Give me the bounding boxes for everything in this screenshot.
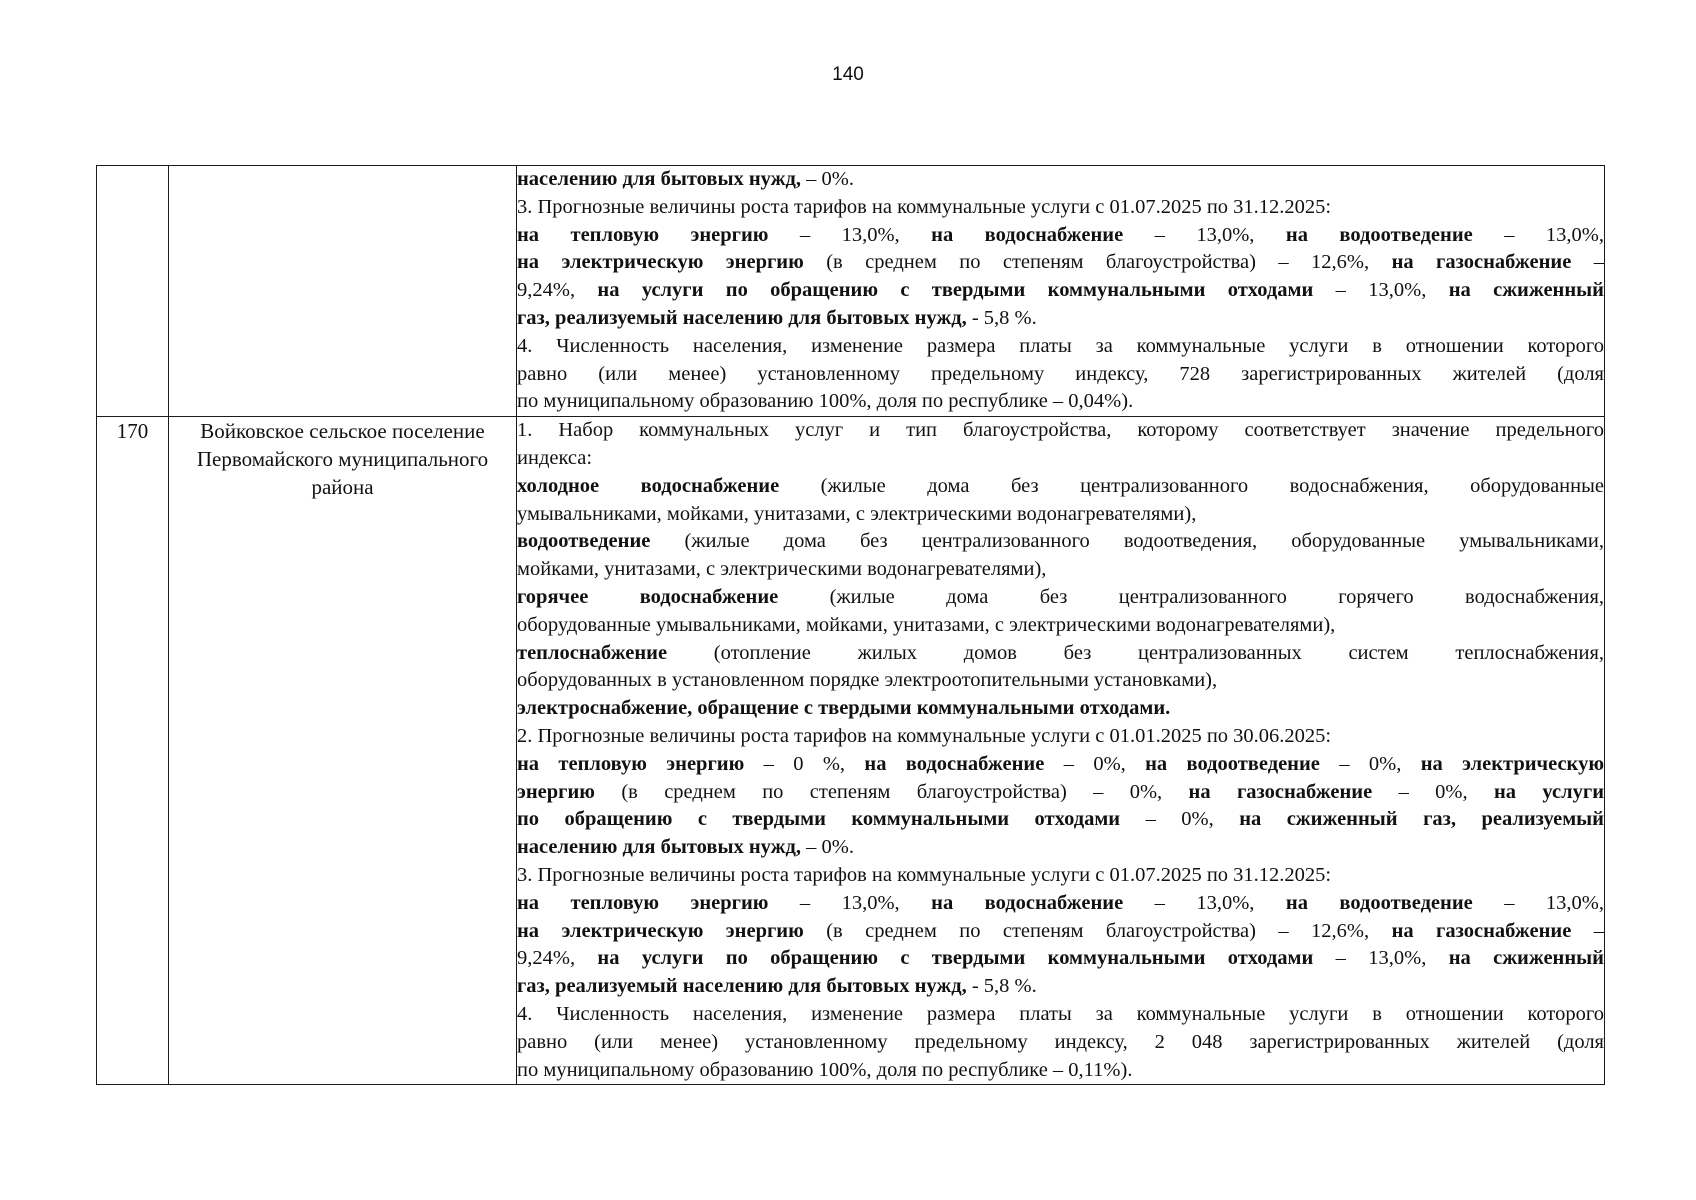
bold-text: на электрическую — [1420, 752, 1604, 775]
bold-text: на тепловую энергию — [517, 223, 769, 246]
text-line — [517, 723, 1604, 751]
bold-text: на газоснабжение — [1391, 919, 1572, 942]
text-line — [517, 473, 1604, 501]
bold-text: газ, реализуемый населению для бытовых нужд, — [517, 975, 967, 998]
bold-text: водоотведение — [517, 530, 651, 553]
bold-text: газ, реализуемый населению для бытовых нужд, — [517, 306, 967, 329]
text-line — [517, 584, 1604, 612]
text-segment: равно (или менее) установленному предельному индексу, 2 048 зарегистрированных жителей (доля — [517, 1030, 1604, 1053]
text-segment: (отопление жилых домов без централизованных систем теплоснабжения, — [667, 641, 1604, 664]
text-line — [517, 222, 1604, 250]
text-segment: оборудованные умывальниками, мойками, унитазами, с электрическими водонагревателями), — [517, 613, 1336, 636]
text-line — [517, 1057, 1604, 1085]
bold-text: энергию — [517, 780, 595, 803]
text-segment: мойками, унитазами, с электрическими водонагревателями), — [517, 558, 1047, 581]
bold-text: горячее водоснабжение — [517, 585, 779, 608]
text-segment: 9,24%, — [517, 279, 598, 302]
text-line — [517, 779, 1604, 807]
text-segment: – 13,0%, — [1123, 891, 1286, 914]
text-line — [517, 945, 1604, 973]
text-segment: – 0 %, — [744, 752, 865, 775]
bold-text: населению для бытовых нужд, — [517, 836, 802, 859]
text-segment: (в среднем по степеням благоустройства) – 12,6%, — [803, 919, 1392, 942]
bold-text: на газоснабжение — [1391, 251, 1572, 274]
bold-text: на тепловую энергию — [517, 752, 745, 775]
bold-text: на водоотведение — [1145, 752, 1320, 775]
bold-text: населению для бытовых нужд, — [517, 168, 802, 190]
text-segment: – 13,0%, — [768, 223, 932, 246]
bold-text: на электрическую энергию — [517, 251, 804, 274]
text-segment: - 5,8 %. — [966, 306, 1037, 329]
text-segment: – 0%, — [1372, 780, 1494, 803]
text-segment: 9,24%, — [517, 947, 598, 970]
text-segment: 3. Прогнозные величины роста тарифов на коммунальные услуги с 01.07.2025 по 31.12.2025: — [517, 863, 1332, 886]
text-line — [517, 194, 1604, 222]
text-segment: 4. Численность населения, изменение размера платы за коммунальные услуги в отношении которого — [517, 1002, 1604, 1025]
text-line — [517, 249, 1604, 277]
text-line — [517, 417, 1604, 445]
text-line — [517, 1029, 1604, 1057]
text-segment: по муниципальному образованию 100%, доля по республике – 0,04%). — [517, 390, 1134, 413]
text-line — [517, 612, 1604, 640]
tariff-table — [96, 165, 1605, 1085]
tariff-description-cell — [517, 417, 1605, 1085]
text-segment: 4. Численность населения, изменение размера платы за коммунальные услуги в отношении которого — [517, 334, 1604, 357]
bold-text: на водоотведение — [1285, 223, 1473, 246]
settlement-name-cell: Войковское сельское поселение Первомайского муниципального района — [169, 417, 517, 1085]
text-line — [517, 695, 1604, 723]
settlement-name-cell — [169, 166, 517, 417]
bold-text: на водоотведение — [1285, 891, 1473, 914]
text-segment: – 0%. — [801, 836, 854, 859]
text-segment: – 0%, — [1319, 752, 1421, 775]
text-segment: – 0%. — [801, 168, 854, 190]
text-segment: (жилые дома без централизованного горячего водоснабжения, — [778, 585, 1604, 608]
bold-text: на сжиженный газ, реализуемый — [1239, 808, 1604, 831]
text-segment: (в среднем по степеням благоустройства) – 12,6%, — [803, 251, 1392, 274]
table-row — [97, 417, 1605, 1085]
table-body — [97, 166, 1605, 1085]
text-segment: – 13,0%, — [1123, 223, 1286, 246]
text-segment: (в среднем по степеням благоустройства) – 0%, — [594, 780, 1189, 803]
page-number: 140 — [832, 64, 864, 85]
text-segment: индекса: — [517, 446, 593, 469]
text-segment: (жилые дома без централизованного водоотведения, оборудованные умывальниками, — [650, 530, 1604, 553]
text-segment: – 0%, — [1120, 808, 1240, 831]
tariff-description-cell — [517, 166, 1605, 417]
row-number-cell: 170 — [97, 417, 169, 1085]
text-line — [517, 388, 1604, 416]
text-segment: – 13,0%, — [1313, 279, 1449, 302]
text-line — [517, 361, 1604, 389]
bold-text: на водоснабжение — [931, 891, 1124, 914]
text-segment: оборудованных в установленном порядке электроотопительными установками), — [517, 669, 1218, 692]
text-segment: - 5,8 %. — [966, 975, 1037, 998]
text-line — [517, 806, 1604, 834]
row-number-cell — [97, 166, 169, 417]
text-segment: – 13,0%, — [1472, 223, 1604, 246]
bold-text: на услуги по обращению с твердыми коммунальными отходами — [597, 947, 1314, 970]
text-segment: (жилые дома без централизованного водоснабжения, оборудованные — [779, 474, 1604, 497]
bold-text: холодное водоснабжение — [517, 474, 780, 497]
text-line — [517, 890, 1604, 918]
text-line — [517, 834, 1604, 862]
text-segment: равно (или менее) установленному предельному индексу, 728 зарегистрированных жителей (доля — [517, 362, 1604, 385]
bold-text: теплоснабжение — [517, 641, 668, 664]
text-segment: – 13,0%, — [1472, 891, 1604, 914]
bold-text: на газоснабжение — [1188, 780, 1373, 803]
text-segment: – — [1571, 251, 1604, 274]
text-line — [517, 166, 1604, 194]
text-segment: 2. Прогнозные величины роста тарифов на коммунальные услуги с 01.01.2025 по 30.06.2025: — [517, 724, 1332, 747]
text-line — [517, 305, 1604, 333]
bold-text: по обращению с твердыми коммунальными отходами — [517, 808, 1121, 831]
bold-text: на услуги — [1494, 780, 1604, 803]
text-line — [517, 640, 1604, 668]
text-line — [517, 1001, 1604, 1029]
text-segment: 1. Набор коммунальных услуг и тип благоустройства, которому соответствует значение предельного — [517, 419, 1604, 442]
bold-text: на электрическую энергию — [517, 919, 804, 942]
bold-text: на водоснабжение — [931, 223, 1124, 246]
text-line — [517, 751, 1604, 779]
text-line — [517, 501, 1604, 529]
text-line — [517, 528, 1604, 556]
text-segment: умывальниками, мойками, унитазами, с электрическими водонагревателями), — [517, 502, 1197, 525]
bold-text: на услуги по обращению с твердыми коммунальными отходами — [597, 279, 1314, 302]
text-segment: – 13,0%, — [768, 891, 932, 914]
text-line — [517, 667, 1604, 695]
text-segment: 3. Прогнозные величины роста тарифов на коммунальные услуги с 01.07.2025 по 31.12.2025: — [517, 195, 1332, 218]
text-segment: по муниципальному образованию 100%, доля по республике – 0,11%). — [517, 1058, 1133, 1081]
bold-text: на тепловую энергию — [517, 891, 769, 914]
bold-text: на сжиженный — [1448, 279, 1604, 302]
text-line — [517, 445, 1604, 473]
bold-text: на водоснабжение — [864, 752, 1045, 775]
text-line — [517, 862, 1604, 890]
bold-text: на сжиженный — [1448, 947, 1604, 970]
text-line — [517, 556, 1604, 584]
text-segment: – 0%, — [1044, 752, 1146, 775]
text-line — [517, 277, 1604, 305]
table-row — [97, 166, 1605, 417]
text-line — [517, 918, 1604, 946]
text-line — [517, 973, 1604, 1001]
text-line — [517, 333, 1604, 361]
bold-text: электроснабжение, обращение с твердыми коммунальными отходами. — [517, 697, 1171, 720]
text-segment: – — [1571, 919, 1604, 942]
text-segment: – 13,0%, — [1313, 947, 1449, 970]
